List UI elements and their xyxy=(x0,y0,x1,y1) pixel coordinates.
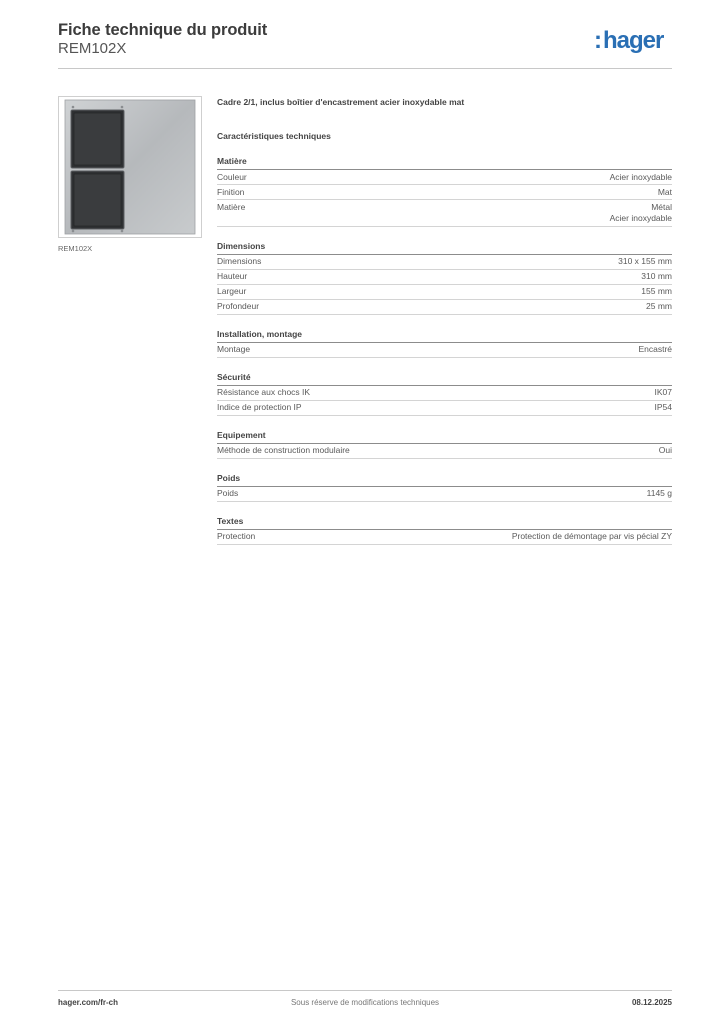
spec-section xyxy=(217,329,672,358)
footer-date: 08.12.2025 xyxy=(631,998,672,1007)
spec-value: Mat xyxy=(657,186,672,197)
logo-text: hager xyxy=(603,27,664,54)
section-title: Poids xyxy=(217,473,672,487)
spec-content xyxy=(217,96,672,545)
frame-illustration xyxy=(59,97,201,237)
spec-value: Acier inoxydable xyxy=(609,171,672,182)
spec-value: 155 mm xyxy=(641,286,672,296)
product-reference: REM102X xyxy=(58,40,127,57)
section-title: Sécurité xyxy=(217,372,672,386)
spec-section xyxy=(217,372,672,416)
spec-row xyxy=(217,386,672,401)
footer-divider xyxy=(58,990,672,991)
spec-value: IP54 xyxy=(654,402,672,412)
spec-row xyxy=(217,530,672,545)
product-image xyxy=(58,96,202,238)
spec-label: Profondeur xyxy=(217,301,260,311)
spec-row xyxy=(217,200,672,227)
spec-value: Protection de démontage par vis pécial ZY xyxy=(511,531,672,541)
image-caption: REM102X xyxy=(58,244,93,253)
spec-section xyxy=(217,156,672,227)
section-title: Matière xyxy=(217,156,672,170)
spec-value: 1145 g xyxy=(646,488,672,498)
spec-label: Dimensions xyxy=(217,256,262,266)
spec-value: IK07 xyxy=(654,387,672,397)
footer-website-link[interactable]: hager.com/fr-ch xyxy=(58,998,119,1007)
spec-section xyxy=(217,473,672,502)
spec-label: Hauteur xyxy=(217,271,248,281)
spec-row xyxy=(217,185,672,200)
footer-notice: Sous réserve de modifications techniques xyxy=(290,998,440,1007)
header-divider xyxy=(58,68,672,69)
spec-label: Protection xyxy=(217,531,256,541)
spec-row xyxy=(217,343,672,358)
section-title: Equipement xyxy=(217,430,672,444)
spec-row xyxy=(217,270,672,285)
spec-row xyxy=(217,487,672,502)
footer xyxy=(58,998,672,1010)
spec-label: Montage xyxy=(217,344,251,354)
spec-value: Encastré xyxy=(638,344,672,354)
spec-row xyxy=(217,255,672,270)
section-title: Dimensions xyxy=(217,241,672,255)
spec-row xyxy=(217,170,672,185)
page-title: Fiche technique du produit xyxy=(58,21,268,39)
spec-section xyxy=(217,430,672,459)
spec-row xyxy=(217,300,672,315)
spec-label: Indice de protection IP xyxy=(217,402,302,412)
spec-row xyxy=(217,401,672,416)
spec-row xyxy=(217,285,672,300)
spec-label: Couleur xyxy=(217,171,247,182)
product-description: Cadre 2/1, inclus boîtier d'encastrement acier inoxydable mat xyxy=(217,97,465,107)
spec-value: 25 mm xyxy=(646,301,672,311)
hager-logo[interactable] xyxy=(594,27,663,55)
spec-row xyxy=(217,444,672,459)
spec-value: 310 x 155 mm xyxy=(618,256,672,266)
spec-label: Résistance aux chocs IK xyxy=(217,387,311,397)
spec-value: Métal Acier inoxydable xyxy=(609,201,672,223)
spec-label: Finition xyxy=(217,186,245,197)
spec-value: Oui xyxy=(658,445,672,455)
spec-label: Matière xyxy=(217,201,246,212)
section-title: Textes xyxy=(217,516,672,530)
logo-colon: : xyxy=(594,27,602,54)
spec-section xyxy=(217,516,672,545)
section-title: Installation, montage xyxy=(217,329,672,343)
spec-label: Méthode de construction modulaire xyxy=(217,445,350,455)
spec-sections xyxy=(217,156,672,545)
tech-heading: Caractéristiques techniques xyxy=(217,131,331,141)
spec-section xyxy=(217,241,672,315)
spec-value: 310 mm xyxy=(641,271,672,281)
spec-label: Poids xyxy=(217,488,239,498)
spec-label: Largeur xyxy=(217,286,247,296)
